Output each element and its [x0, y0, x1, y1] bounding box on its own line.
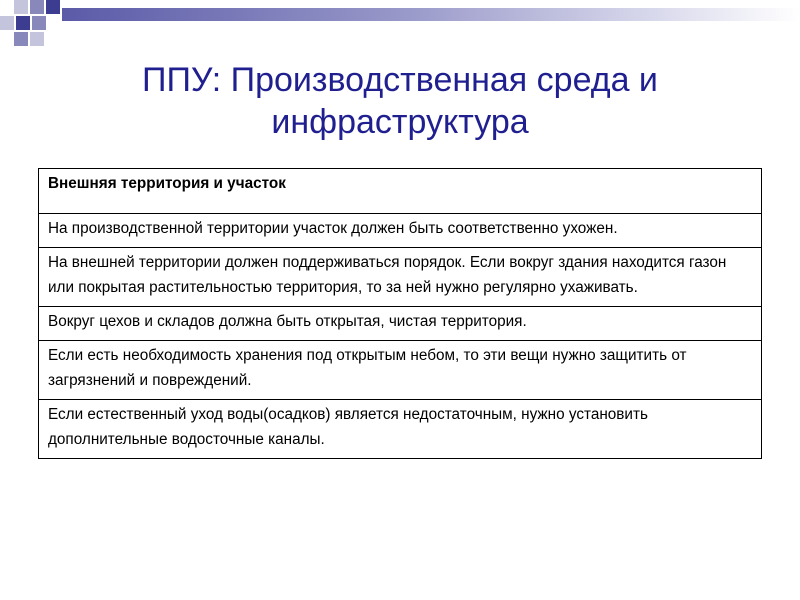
table-row	[39, 214, 762, 248]
header-decoration	[0, 0, 800, 50]
deco-square-icon	[16, 16, 30, 30]
deco-square-icon	[32, 16, 46, 30]
deco-square-icon	[30, 0, 44, 14]
deco-square-icon	[14, 0, 28, 14]
table-header-cell: Внешняя территория и участок	[39, 169, 762, 214]
requirements-table	[38, 168, 762, 459]
table-cell: Если есть необходимость хранения под открытым небом, то эти вещи нужно защитить от загрязнений и повреждений.	[39, 341, 762, 400]
table-row	[39, 307, 762, 341]
deco-square-icon	[30, 32, 44, 46]
table-row	[39, 341, 762, 400]
table-header-row	[39, 169, 762, 214]
deco-gradient-bar	[62, 8, 800, 21]
slide-title-line-2: инфраструктура	[271, 102, 529, 141]
table-row	[39, 400, 762, 459]
deco-square-icon	[0, 16, 14, 30]
deco-square-icon	[46, 0, 60, 14]
slide-title-line-1: ППУ: Производственная среда и	[142, 60, 658, 99]
table-cell: На производственной территории участок должен быть соответственно ухожен.	[39, 214, 762, 248]
table-cell: На внешней территории должен поддерживаться порядок. Если вокруг здания находится газон или покрытая растительностью территория, то за ней нужно регулярно ухаживать.	[39, 248, 762, 307]
slide-title	[60, 59, 740, 143]
deco-square-icon	[14, 32, 28, 46]
table-cell: Вокруг цехов и складов должна быть открытая, чистая территория.	[39, 307, 762, 341]
table-cell: Если естественный уход воды(осадков) является недостаточным, нужно установить дополнительные водосточные каналы.	[39, 400, 762, 459]
table-row	[39, 248, 762, 307]
